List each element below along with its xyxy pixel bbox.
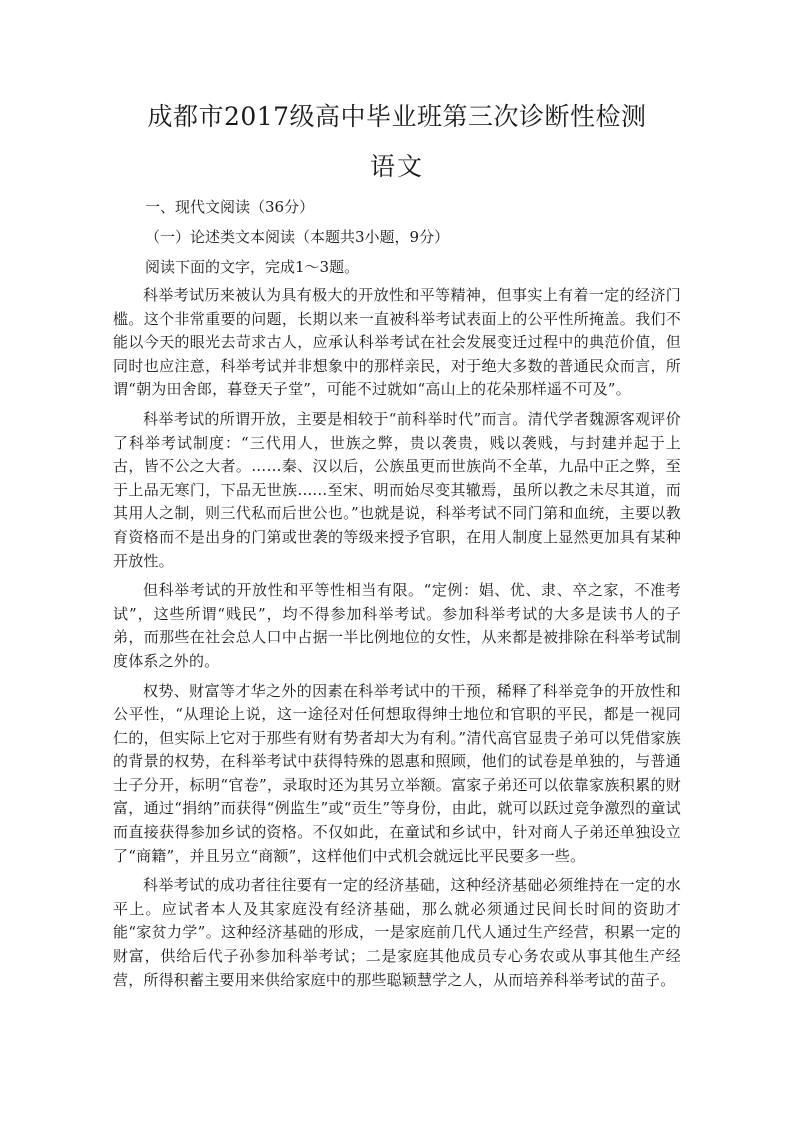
exam-title: 成都市2017级高中毕业班第三次诊断性检测 (147, 102, 647, 131)
passage-paragraph-5: 科举考试的成功者往往要有一定的经济基础，这种经济基础必须维持在一定的水平上。应试者本人及其家庭没有经济基础，那么就必须通过民间长时间的资助才能“家贫力学”。这种经济基础的形成，一是家庭前几代人通过生产经营，积累一定的财富，供给后代子孙参加科举考试；二是家庭其他成员专心务农或从事其他生产经营，所得积蓄主要用来供给家庭中的那些聪颖慧学之人，从而培养科举考试的苗子。 (113, 876, 681, 989)
section-subheading: （一）论述类文本阅读（本题共3小题，9分） (145, 228, 450, 246)
passage-paragraph-3: 但科举考试的开放性和平等性相当有限。“定例：娼、优、隶、卒之家，不准考试”，这些所谓“贱民”，均不得参加科举考试。参加科举考试的大多是读书人的子弟，而那些在社会总人口中占据一半比例地位的女性，从来都是被排除在科举考试制度体系之外的。 (113, 581, 681, 670)
reading-instruction: 阅读下面的文字，完成1～3题。 (145, 258, 360, 276)
passage-body (113, 284, 681, 992)
passage-paragraph-2: 科举考试的所谓开放，主要是相较于“前科举时代”而言。清代学者魏源客观评价了科举考试制度：“三代用人，世族之弊，贵以袭贵，贱以袭贱，与封建并起于上古，皆不公之大者。……秦、汉以后，公族虽更而世族尚不全革，九品中正之弊，至于上品无寒门，下品无世族......至宋、明而始尽变其辙焉，虽所以教之未尽其道，而其用人之制，则三代私而后世公也。”也就是说，科举考试不同门第和血统，主要以教育资格而不是出身的门第或世袭的等级来授予官职，在用人制度上显然更加具有某种开放性。 (113, 409, 681, 570)
subject-title: 语文 (369, 152, 424, 181)
passage-paragraph-1: 科举考试历来被认为具有极大的开放性和平等精神，但事实上有着一定的经济门槛。这个非常重要的问题，长期以来一直被科举考试表面上的公平性所掩盖。我们不能以今天的眼光去苛求古人，应承认科举考试在社会发展变迁过程中的典范价值，但同时也应注意，科举考试并非想象中的那样亲民，对于绝大多数的普通民众而言，所谓“朝为田舍郎，暮登天子堂”，可能不过就如“高山上的花朵那样遥不可及”。 (113, 286, 681, 399)
passage-paragraph-4: 权势、财富等才华之外的因素在科举考试中的干预，稀释了科举竞争的开放性和公平性，“从理论上说，这一途径对任何想取得绅士地位和官职的平民，都是一视同仁的，但实际上它对于那些有财有势者却大为有利。”清代高官显贵子弟可以凭借家族的背景的权势，在科举考试中获得特殊的恩惠和照顾，他们的试卷是单独的，与普通士子分开，标明“官卷”，录取时还为其另立举额。富家子弟还可以依靠家族积累的财富，通过“捐纳”而获得“例监生”或“贡生”等身份，由此，就可以跃过竞争激烈的童试而直接获得参加乡试的资格。不仅如此，在童试和乡试中，针对商人子弟还单独设立了“商籍”，并且另立“商额”，这样他们中式机会就远比平民要多一些。 (113, 681, 681, 865)
section-heading: 一、现代文阅读（36分） (145, 198, 315, 216)
